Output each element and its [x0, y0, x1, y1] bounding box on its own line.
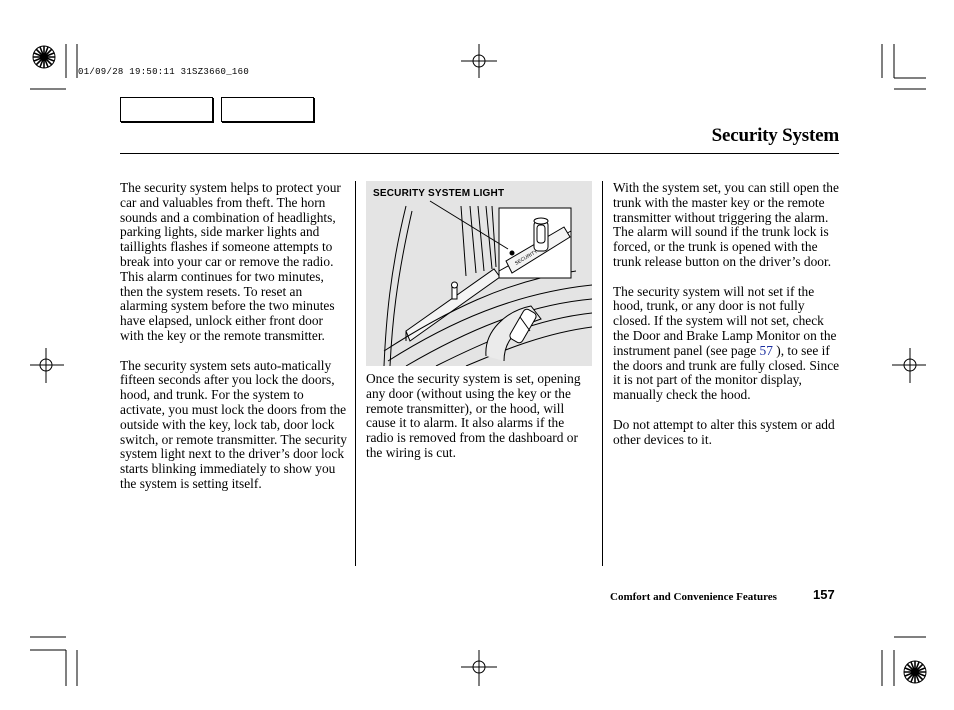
body-paragraph: The security system helps to protect your car and valuables from theft. The horn sounds and a combination of headlights, parking lights, side marker lights and taillights flashes if someone attempts to break into your car or remove the radio. This alarm continues for two minutes, then the system resets. To reset an alarming system before the two minutes have elapsed, unlock either front door with the key or the remote transmitter.: [120, 180, 341, 343]
column-left: [120, 181, 347, 492]
page-reference-link[interactable]: 57: [759, 342, 773, 358]
column-middle: [366, 372, 594, 461]
figure-label: SECURITY SYSTEM LIGHT: [373, 188, 505, 199]
nav-tab-box[interactable]: [221, 97, 314, 122]
inset-security-text: SECURITY: [514, 248, 539, 267]
page-title: Security System: [711, 125, 839, 146]
print-slug: 01/09/28 19:50:11 31SZ3660_160: [78, 67, 250, 77]
body-paragraph: The security system sets auto-matically fifteen seconds after you lock the doors, hood, and trunk. For the system to activate, you must lock the doors from the outside with the key, lock tab, door lock switch, or remote transmitter. The security system light next to the driver’s door lock starts blinking immediately to show you the system is setting itself.: [120, 357, 347, 491]
column-right: [613, 181, 843, 447]
body-paragraph: [613, 285, 843, 403]
column-divider: [602, 181, 603, 566]
body-paragraph: Do not attempt to alter this system or add other devices to it.: [613, 416, 835, 447]
footer-section-title: Comfort and Convenience Features: [610, 591, 777, 603]
title-rule: [120, 153, 839, 154]
page-number: 157: [813, 587, 835, 602]
body-paragraph: With the system set, you can still open the trunk with the master key or the remote transmitter without triggering the alarm. The alarm will sound if the trunk lock is forced, or the trunk is opened with the trunk release button on the driver’s door.: [613, 180, 839, 269]
paragraph-text: The security system will not set if the hood, trunk, or any door is not fully closed. If the system will not set, check the Door and Brake Lamp Monitor on the instrument panel (see page: [613, 283, 837, 358]
door-illustration: [366, 181, 592, 366]
nav-tab-box[interactable]: [120, 97, 213, 122]
paragraph-text: ), to see if the doors and trunk are fully closed. Since it is not part of the monitor display, manually check the hood.: [613, 342, 840, 403]
column-divider: [355, 181, 356, 566]
body-paragraph: Once the security system is set, opening any door (without using the key or the remote transmitter), or the hood, will cause it to alarm. It also alarms if the radio is removed from the dashboard or the wiring is cut.: [366, 371, 581, 460]
security-light-figure: [366, 181, 592, 366]
